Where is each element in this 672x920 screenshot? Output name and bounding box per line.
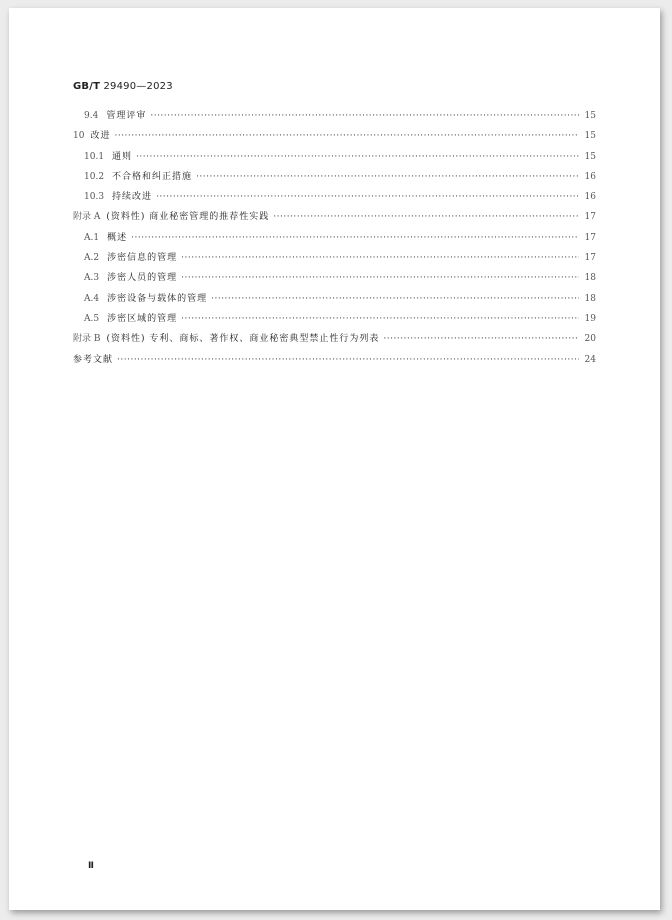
toc-entry-title: 不合格和纠正措施 [112,171,193,182]
toc-entry-number: 附录 B [73,334,101,345]
toc-entry[interactable] [73,291,596,311]
toc-entry-number: 10 [73,131,85,142]
toc-entry-number: 10.3 [84,192,105,203]
toc-leader-dots [211,294,579,304]
toc-entry-number: A.5 [84,313,100,324]
toc-leader-dots [181,253,579,263]
toc-entry-title: (资料性) 商业秘密管理的推荐性实践 [106,212,270,223]
table-of-contents [73,108,596,372]
toc-entry[interactable] [73,108,596,128]
toc-entry-title: 涉密人员的管理 [107,273,178,284]
toc-entry[interactable] [73,209,596,229]
toc-entry-title: 管理评审 [106,111,147,121]
toc-entry-page: 17 [584,212,596,223]
toc-entry-title: 涉密信息的管理 [107,253,178,264]
toc-leader-dots [383,334,579,344]
toc-entry-page: 18 [584,273,596,284]
toc-entry-page: 16 [584,192,596,203]
toc-entry[interactable] [73,189,596,209]
toc-entry[interactable] [73,169,596,189]
toc-entry-page: 15 [584,151,596,162]
toc-entry-number: A.3 [84,273,100,284]
toc-entry[interactable] [73,128,596,148]
toc-leader-dots [131,233,579,243]
document-page [9,8,660,910]
toc-entry-title: 涉密区域的管理 [107,313,178,324]
toc-entry-page: 19 [584,313,596,324]
toc-entry-title: 涉密设备与载体的管理 [107,293,208,304]
toc-entry-number: 10.1 [84,151,105,162]
toc-entry-page: 16 [584,171,596,182]
toc-entry-number: A.1 [84,232,100,243]
toc-entry-title: 通则 [112,151,133,162]
toc-entry-number: 附录 A [73,212,101,223]
toc-entry-title: 持续改进 [112,192,153,203]
toc-entry-title: 参考文献 [73,354,114,365]
toc-entry-number: A.2 [84,253,100,264]
toc-entry-page: 17 [584,253,596,264]
toc-entry-page: 15 [584,131,596,142]
toc-entry[interactable] [73,250,596,270]
toc-leader-dots [156,192,579,202]
toc-entry-page: 17 [584,232,596,243]
toc-leader-dots [196,172,579,182]
toc-leader-dots [136,152,579,162]
page-number: Ⅱ [88,861,94,871]
toc-entry[interactable] [73,311,596,331]
toc-entry-page: 15 [584,111,596,121]
standard-number: 29490—2023 [103,81,173,92]
toc-entry-title: (资料性) 专利、商标、著作权、商业秘密典型禁止性行为列表 [106,334,380,345]
toc-leader-dots [117,355,579,365]
toc-entry[interactable] [73,331,596,351]
toc-entry-number: 10.2 [84,171,105,182]
toc-leader-dots [181,273,579,283]
toc-leader-dots [114,131,579,141]
toc-entry-page: 20 [584,334,596,345]
standard-header [73,81,173,92]
toc-entry-title: 改进 [90,131,111,142]
toc-entry-page: 18 [584,293,596,304]
standard-prefix: GB/T [73,81,101,92]
toc-leader-dots [181,314,579,324]
toc-entry[interactable] [73,352,596,372]
toc-leader-dots [150,111,579,121]
toc-entry[interactable] [73,149,596,169]
toc-entry-number: 9.4 [84,111,99,121]
toc-entry-number: A.4 [84,293,100,304]
toc-entry-title: 概述 [107,232,128,243]
toc-entry[interactable] [73,230,596,250]
toc-leader-dots [273,212,579,222]
toc-entry[interactable] [73,270,596,290]
toc-entry-page: 24 [584,354,596,365]
